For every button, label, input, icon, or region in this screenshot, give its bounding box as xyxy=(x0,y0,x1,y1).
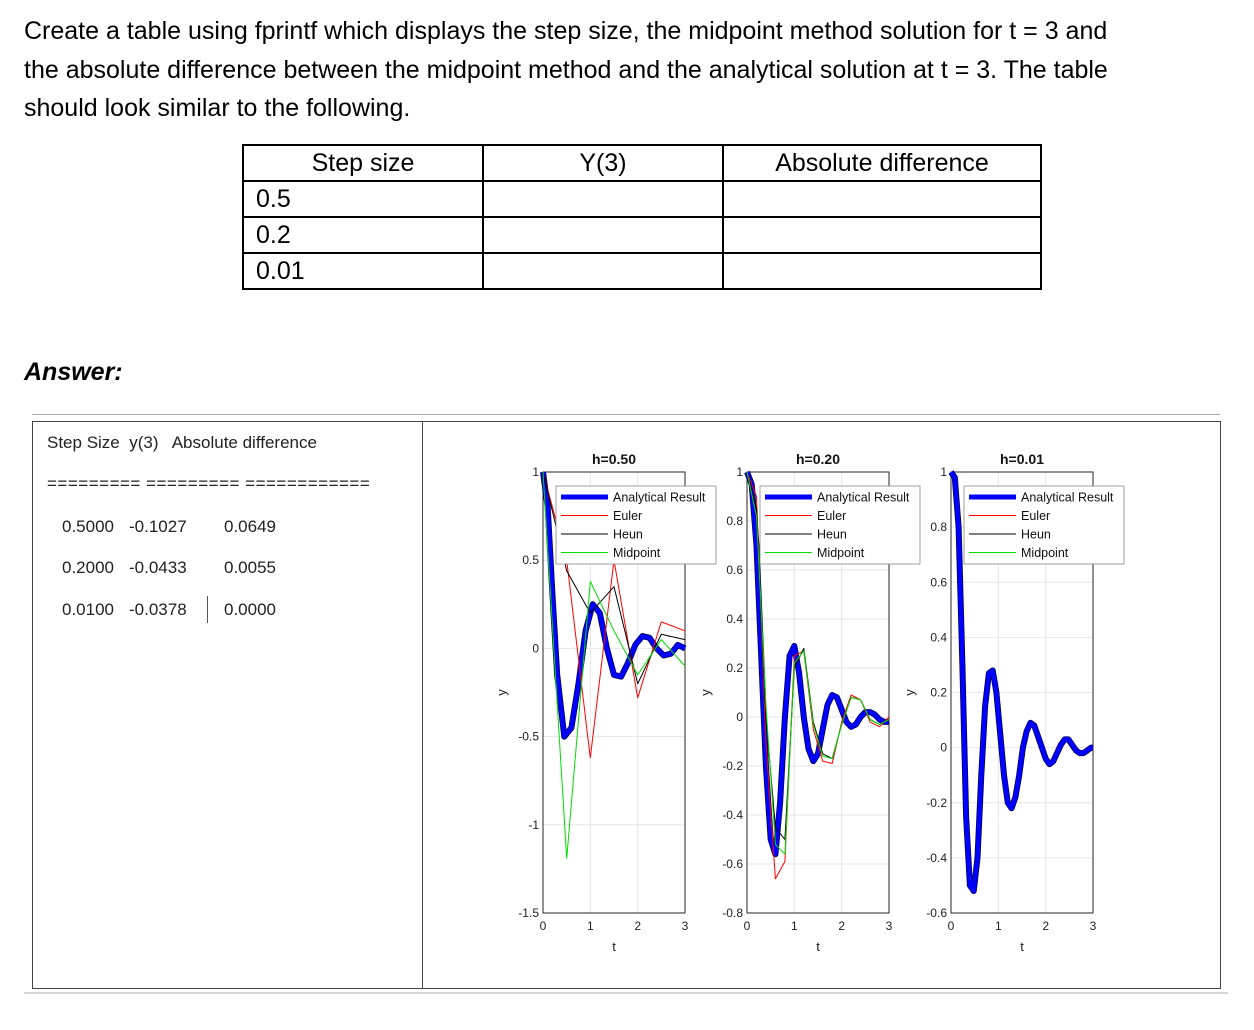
x-axis-label: t xyxy=(816,939,820,954)
legend-label: Analytical Result xyxy=(613,490,706,505)
legend-label: Heun xyxy=(613,527,643,542)
legend-label: Heun xyxy=(817,527,847,542)
console-row-2-diff: 0.0055 xyxy=(224,558,276,577)
x-tick-label: 3 xyxy=(681,919,689,933)
subplot-3 xyxy=(902,451,1124,954)
legend-label: Midpoint xyxy=(1021,546,1069,560)
x-axis-label: t xyxy=(612,939,616,954)
y-tick-label: 0.8 xyxy=(930,520,947,535)
y-axis-label: y xyxy=(494,689,509,696)
y-tick-label: 0.4 xyxy=(930,630,947,645)
console-row-1-step: 0.5000 xyxy=(62,517,114,536)
legend-label: Midpoint xyxy=(817,546,865,560)
y-tick-label: -0.6 xyxy=(926,906,947,920)
legend-label: Euler xyxy=(613,509,643,523)
y-tick-label: 0.6 xyxy=(930,575,947,590)
console-row-2-y3: -0.0433 xyxy=(129,558,187,577)
question-line-1: Create a table using fprintf which displays the step size, the midpoint method solution for t = 3 and xyxy=(24,17,1108,45)
subplot-1 xyxy=(494,451,716,954)
y-tick-label: -0.2 xyxy=(722,759,743,773)
table-cell-step: 0.2 xyxy=(243,217,483,253)
x-tick-label: 1 xyxy=(586,919,594,933)
console-header: Step Size y(3) Absolute difference xyxy=(47,433,317,452)
plot-title: h=0.50 xyxy=(592,451,636,467)
subplot-2 xyxy=(698,451,920,954)
y-axis-label: y xyxy=(902,689,917,696)
console-row-3-step: 0.0100 xyxy=(62,600,114,619)
question-line-3: should look similar to the following. xyxy=(24,94,411,122)
x-tick-label: 3 xyxy=(885,919,893,933)
y-axis-label: y xyxy=(698,689,713,696)
plot-title: h=0.01 xyxy=(1000,451,1044,467)
legend-label: Analytical Result xyxy=(1021,490,1114,505)
header-y3: Y(3) xyxy=(483,145,723,181)
y-tick-label: 0.2 xyxy=(930,685,947,700)
legend-label: Midpoint xyxy=(613,546,661,560)
legend-label: Analytical Result xyxy=(817,490,910,505)
y-tick-label: 0.6 xyxy=(726,563,743,577)
x-tick-label: 2 xyxy=(634,919,642,933)
console-row-2-step: 0.2000 xyxy=(62,558,114,577)
x-tick-label: 0 xyxy=(539,919,547,933)
console-separator: ========= ========= ============ xyxy=(47,474,371,493)
x-tick-label: 0 xyxy=(947,919,955,933)
legend-label: Heun xyxy=(1021,527,1051,542)
plot-title: h=0.20 xyxy=(796,451,840,467)
y-tick-label: 0.8 xyxy=(726,514,743,528)
y-tick-label: 0 xyxy=(532,641,539,656)
console-row-3-y3: -0.0378 xyxy=(129,600,187,619)
answer-label: Answer: xyxy=(24,358,123,386)
y-tick-label: 1 xyxy=(736,465,743,479)
console-row-1-diff: 0.0649 xyxy=(224,517,276,536)
y-tick-label: 1 xyxy=(532,465,539,479)
console-row-3-diff: 0.0000 xyxy=(224,600,276,619)
y-tick-label: -0.2 xyxy=(926,795,947,810)
y-tick-label: 0.4 xyxy=(726,612,743,626)
y-tick-label: -0.6 xyxy=(722,857,743,871)
question-line-2: the absolute difference between the midpoint method and the analytical solution at t = 3. The table xyxy=(24,55,1108,84)
y-tick-label: -0.4 xyxy=(926,850,947,865)
y-tick-label: 0 xyxy=(736,710,743,724)
table-cell-step: 0.01 xyxy=(243,253,483,289)
y-tick-label: 0.5 xyxy=(522,553,539,568)
x-tick-label: 2 xyxy=(838,919,846,933)
y-tick-label: 1 xyxy=(940,465,947,479)
table-cell-step: 0.5 xyxy=(243,181,483,217)
legend-label: Euler xyxy=(1021,509,1051,523)
x-tick-label: 1 xyxy=(994,919,1002,933)
x-tick-label: 2 xyxy=(1042,919,1050,933)
legend-label: Euler xyxy=(817,509,847,523)
x-tick-label: 0 xyxy=(743,919,751,933)
console-row-1-y3: -0.1027 xyxy=(129,517,187,536)
y-tick-label: -0.8 xyxy=(722,906,743,920)
y-tick-label: -0.5 xyxy=(518,729,539,744)
x-tick-label: 1 xyxy=(790,919,798,933)
y-tick-label: -1 xyxy=(528,817,539,832)
header-step-size: Step size xyxy=(243,145,483,181)
y-tick-label: -1.5 xyxy=(518,906,539,920)
y-tick-label: 0.2 xyxy=(726,661,743,675)
y-tick-label: -0.4 xyxy=(722,808,743,822)
y-tick-label: 0 xyxy=(940,740,947,755)
x-axis-label: t xyxy=(1020,939,1024,954)
x-tick-label: 3 xyxy=(1089,919,1097,933)
header-absolute-difference: Absolute difference xyxy=(723,145,1041,181)
